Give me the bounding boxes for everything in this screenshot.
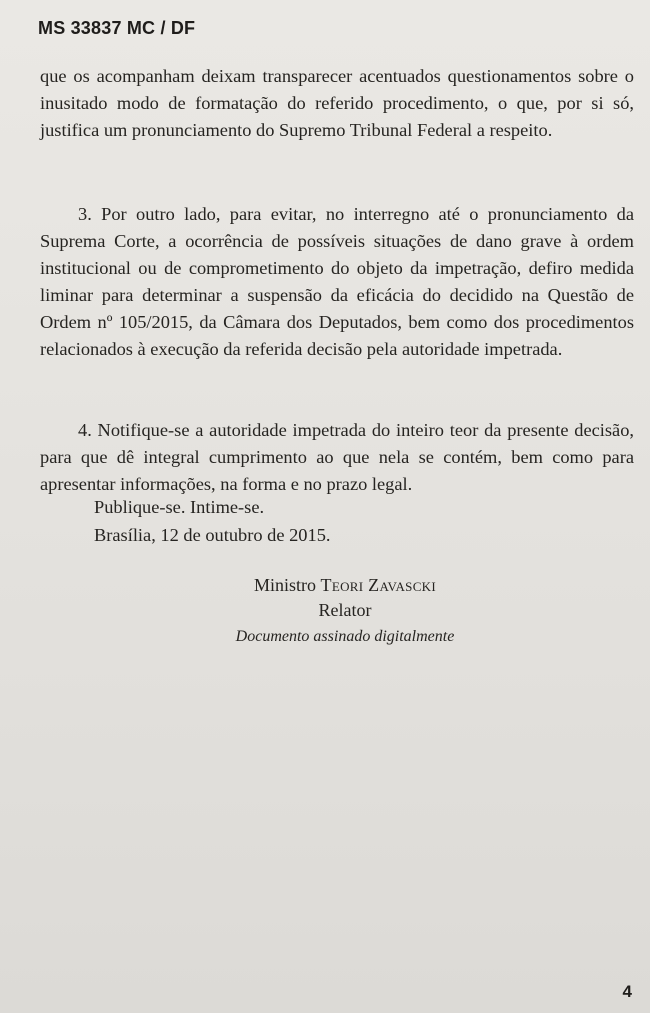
paragraph-4: 4. Notifique-se a autoridade impetrada do inteiro teor da presente decisão, para que dê integral cumprimento ao que nela se contém, bem como para apresentar informações, na forma e no prazo legal.	[40, 420, 634, 494]
signatory-title: Ministro	[254, 575, 317, 595]
place-and-date: Brasília, 12 de outubro de 2015.	[94, 525, 331, 545]
signatory-name-line	[200, 572, 490, 599]
case-number-header: MS 33837 MC / DF	[38, 18, 196, 38]
page-number: 4	[622, 982, 632, 1001]
signatory-role: Relator	[318, 600, 372, 620]
paragraph-continuation: que os acompanham deixam transparecer acentuados questionamentos sobre o inusitado modo de formatação do referido procedimento, o que, por si só, justifica um pronunciamento do Supremo Tribunal Federal a respeito.	[40, 66, 634, 140]
paragraph-3: 3. Por outro lado, para evitar, no interregno até o pronunciamento da Suprema Corte, a ocorrência de possíveis situações de dano grave à ordem institucional ou de comprometimento do objeto da impetração, defiro medida liminar para determinar a suspensão da eficácia do decidido na Questão de Ordem nº 105/2015, da Câmara dos Deputados, bem como dos procedimentos relacionados à execução da referida decisão pela autoridade impetrada.	[40, 204, 634, 359]
digital-signature-note: Documento assinado digitalmente	[235, 628, 455, 645]
signatory-name: Teori Zavascki	[320, 575, 436, 595]
publication-order: Publique-se. Intime-se.	[94, 497, 265, 517]
